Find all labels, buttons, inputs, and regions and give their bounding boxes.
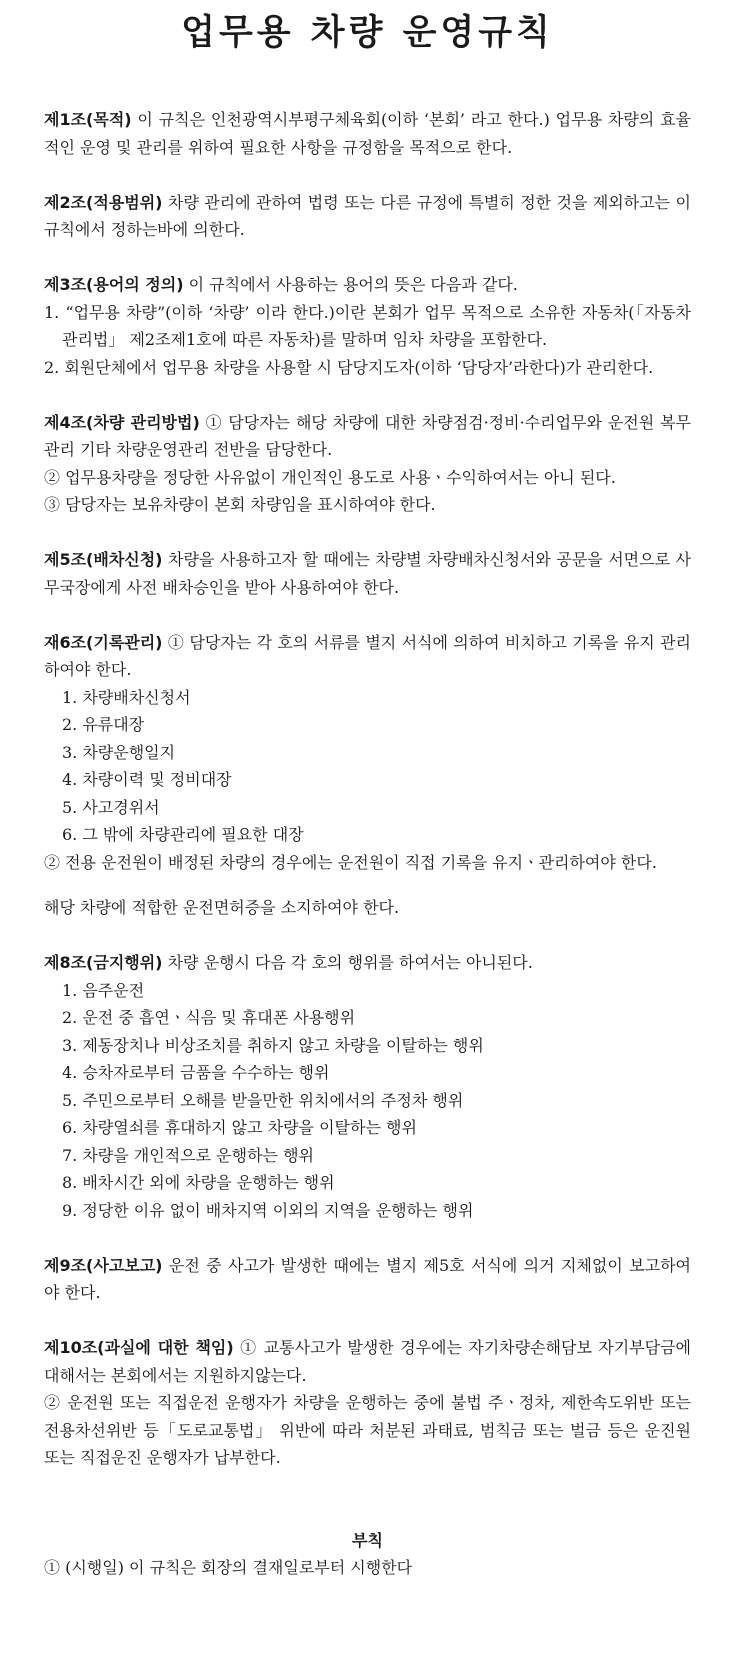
article-3-item: 2. 회원단체에서 업무용 차량을 사용할 시 담당지도자(이하 ‘담당자’라한다)가 관리한다. (44, 357, 654, 377)
list-item: 4. 차량이력 및 정비대장 (62, 770, 232, 789)
article-10 (44, 1334, 691, 1389)
article-4-clause: ② 업무용차량을 정당한 사유없이 개인적인 용도로 사용ㆍ수익하여서는 아니 된다. (44, 467, 616, 487)
article-1-head: 제1조(목적) (44, 110, 132, 129)
list-item: 7. 차량을 개인적으로 운행하는 행위 (62, 1145, 314, 1165)
article-1 (44, 106, 691, 161)
list-item: 6. 차량열쇠를 휴대하지 않고 차량을 이탈하는 행위 (62, 1118, 417, 1137)
article-9 (44, 1252, 691, 1307)
article-3 (44, 271, 691, 299)
appendix-title: 부칙 (352, 1530, 383, 1550)
list-item: 6. 그 밖에 차량관리에 필요한 대장 (62, 825, 304, 844)
article-2-body: 차량 관리에 관하여 법령 또는 다른 규정에 특별히 정한 것을 제외하고는 이 규칙에서 정하는바에 의한다. (44, 192, 691, 239)
article-4 (44, 409, 691, 464)
article-6-head: 재6조(기록관리) (44, 632, 163, 652)
article-9-body: 운전 중 사고가 발생한 때에는 별지 제5호 서식에 의거 지체없이 보고하여야 한다. (44, 1255, 691, 1302)
license-requirement: 해당 차량에 적합한 운전면허증을 소지하여야 한다. (44, 898, 400, 917)
list-item: 8. 배차시간 외에 차량을 운행하는 행위 (62, 1173, 335, 1192)
appendix-effective-date: ① (시행일) 이 규칙은 회장의 결재일로부터 시행한다 (44, 1558, 413, 1577)
article-10-head: 제10조(과실에 대한 책임) (44, 1338, 234, 1357)
article-3-item: 1. “업무용 차량”(이하 ‘차량’ 이라 한다.)이란 본회가 업무 목적으로 소유한 자동차(「자동차관리법」 제2조제1호에 따른 자동차)를 말하며 임차 차량을 포함한다. (44, 302, 691, 349)
article-6 (44, 629, 691, 684)
list-item: 3. 차량운행일지 (62, 742, 176, 762)
article-2 (44, 189, 691, 244)
article-5 (44, 546, 691, 601)
list-item: 4. 승차자로부터 금품을 수수하는 행위 (62, 1063, 330, 1082)
article-8-body: 차량 운행시 다음 각 호의 행위를 하여서는 아니된다. (162, 953, 533, 972)
article-6-clause: ② 전용 운전원이 배정된 차량의 경우에는 운전원이 직접 기록을 유지ㆍ관리하여야 한다. (44, 852, 657, 872)
article-6-body: ① 담당자는 각 호의 서류를 별지 서식에 의하여 비치하고 기록을 유지 관리하여야 한다. (44, 632, 691, 679)
list-item: 1. 차량배차신청서 (62, 687, 191, 707)
article-3-head: 제3조(용어의 정의) (44, 275, 184, 294)
list-item: 9. 정당한 이유 없이 배차지역 이외의 지역을 운행하는 행위 (62, 1200, 474, 1220)
article-10-clause: ② 운전원 또는 직접운전 운행자가 차량을 운행하는 중에 불법 주ㆍ정차, 제한속도위반 또는 전용차선위반 등「도로교통법」 위반에 따라 처분된 과태료, 범칙금 또는 벌금 등은 운진원 또는 직접운진 운행자가 납부한다. (44, 1393, 691, 1467)
article-1-body: 이 규칙은 인천광역시부평구체육회(이하 ‘본회’ 라고 한다.) 업무용 차량의 효율적인 운영 및 관리를 위하여 필요한 사항을 규정함을 목적으로 한다. (44, 110, 691, 157)
article-5-body: 차량을 사용하고자 할 때에는 차량별 차량배차신청서와 공문을 서면으로 사무국장에게 사전 배차승인을 받아 사용하여야 한다. (44, 550, 691, 597)
list-item: 1. 음주운전 (62, 980, 145, 1000)
article-8 (44, 949, 691, 977)
article-8-head: 제8조(금지행위) (44, 953, 163, 972)
list-item: 2. 유류대장 (62, 715, 145, 734)
article-2-head: 제2조(적용범위) (44, 192, 163, 212)
list-item: 3. 제동장치나 비상조치를 취하지 않고 차량을 이탈하는 행위 (62, 1035, 484, 1055)
document-body (44, 66, 691, 1582)
article-6-list (44, 684, 691, 849)
list-item: 5. 사고경위서 (62, 797, 160, 817)
article-4-clause: ③ 담당자는 보유차량이 본회 차량임을 표시하여야 한다. (44, 495, 436, 514)
document-title: 업무용 차량 운영규칙 (181, 13, 554, 53)
article-5-head: 제5조(배차신청) (44, 550, 163, 569)
article-10-body: ① 교통사고가 발생한 경우에는 자기차량손해담보 자기부담금에 대해서는 본회에서는 지원하지않는다. (44, 1338, 692, 1385)
article-4-head: 제4조(차량 관리방법) (44, 412, 200, 432)
list-item: 2. 운전 중 흡연ㆍ식음 및 휴대폰 사용행위 (62, 1008, 356, 1027)
article-8-list (44, 977, 691, 1225)
article-4-body: ① 담당자는 해당 차량에 대한 차량점검·정비·수리업무와 운전원 복무관리 기타 차량운영관리 전반을 담당한다. (44, 412, 691, 459)
article-9-head: 제9조(사고보고) (44, 1255, 163, 1275)
list-item: 5. 주민으로부터 오해를 받을만한 위치에서의 주정차 행위 (62, 1090, 464, 1110)
article-3-body: 이 규칙에서 사용하는 용어의 뜻은 다음과 같다. (183, 275, 518, 294)
